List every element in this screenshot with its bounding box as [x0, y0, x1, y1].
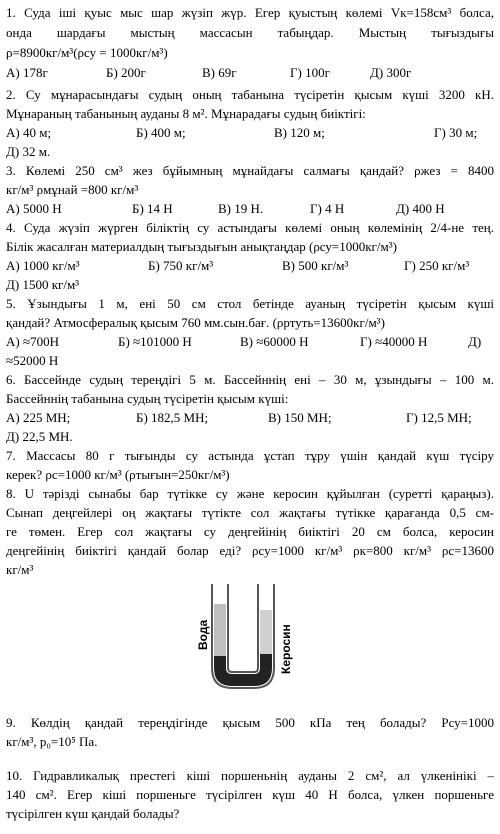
q6-extra: Д) 22,5 МН.: [6, 429, 73, 444]
q6-line2: Бассейннің табанына судың түсіретін қысым күші:: [6, 391, 289, 406]
option: А) 1000 кг/м³: [6, 258, 80, 273]
option: Г) 30 м;: [434, 125, 478, 140]
q5-line2: қандай? Атмосфералық қысым 760 мм.сын.бағ. (ρртуть=13600кг/м³): [6, 315, 385, 330]
q7-line2: керек? ρс=1000 кг/м³ (ρтығын=250кг/м³): [6, 467, 230, 482]
option: В) ≈60000 Н: [240, 334, 309, 349]
option: Г) 100г: [290, 65, 330, 80]
u-tube-diagram: [0, 580, 500, 690]
q10-line1: 10. Гидравликалық престегі кіші поршеньнің ауданы 2 см², ал үлкенінікі –: [6, 768, 494, 783]
option: Б) 182,5 МН;: [136, 410, 209, 425]
q4-line1: 4. Суда жүзіп жүрген біліктің су астындағы көлемі оның көлемінің 2/4-не тең.: [6, 220, 494, 235]
option: Б) 400 м;: [136, 125, 186, 140]
kerosene-column: [260, 610, 272, 654]
q3-line1: 3. Көлемі 250 см³ жез бұйымның мұнайдағы салмағы қандай? ρжез = 8400: [6, 163, 494, 178]
option: Г) 12,5 МН;: [406, 410, 472, 425]
q8-line1: 8. U тәрізді сынабы бар түтікке су және керосин құйылған (суретті қараңыз).: [6, 486, 494, 501]
q10-line2: 140 см². Егер кіші поршеньге түсірілген күш 40 Н болса, үлкен поршеньге: [6, 787, 494, 802]
option: Г) 250 кг/м³: [404, 258, 470, 273]
q4-line2: Білік жасалған материалдың тығыздығын анықтаңдар (ρсу=1000кг/м³): [6, 239, 397, 254]
option: Б) 200г: [106, 65, 146, 80]
option: А) 178г: [6, 65, 48, 80]
option: В) 500 кг/м³: [282, 258, 349, 273]
q3-line2: кг/м³ ρмұнай =800 кг/м³: [6, 182, 139, 197]
water-column: [214, 604, 226, 656]
q5-extra: ≈52000 Н: [6, 353, 59, 368]
q1-options: [6, 64, 494, 82]
q3-options: [6, 200, 494, 218]
tube-inner-wall: [228, 584, 258, 672]
option: В) 19 Н.: [218, 201, 264, 216]
q9-line2: кг/м³, p₀=10⁵ Па.: [6, 734, 98, 749]
q2-extra: Д) 32 м.: [6, 144, 51, 159]
option: Б) 14 Н: [132, 201, 173, 216]
mercury: [214, 654, 272, 686]
q2-line1: 2. Су мұнарасындағы судың оның табанына түсіретін қысым күші 3200 кН.: [6, 87, 494, 102]
option: Б) ≈101000 Н: [118, 334, 192, 349]
option: А) 40 м;: [6, 125, 52, 140]
option: В) 120 м;: [274, 125, 325, 140]
option: Б) 750 кг/м³: [148, 258, 214, 273]
label-water: Вода: [196, 619, 210, 650]
q1-line3: ρ=8900кг/м³(ρсу = 1000кг/м³): [6, 45, 168, 60]
option: Г) ≈40000 Н: [360, 334, 428, 349]
label-kerosene: Керосин: [279, 624, 293, 674]
q8-line2: Сынап деңгейлері оң жақтағы түтікте сол жақтағы түтікке қарағанда 0,5 см-: [6, 505, 494, 520]
option: А) 225 МН;: [6, 410, 71, 425]
q2-options: [6, 124, 494, 142]
option: Д) 300г: [370, 65, 412, 80]
q7-line1: 7. Массасы 80 г тығынды су астында ұстап тұру үшін қандай күш түсіру: [6, 448, 494, 463]
option: В) 69г: [202, 65, 237, 80]
q8-line3: ге төмен. Егер сол жақтағы су деңгейінің биіктігі 20 см болса, керосин: [6, 524, 494, 539]
q5-options: [6, 333, 494, 351]
option: Г) 4 Н: [310, 201, 345, 216]
option: Д): [468, 334, 482, 349]
q4-options: [6, 257, 494, 275]
q4-extra: Д) 1500 кг/м³: [6, 277, 80, 292]
q8-line4: деңгейінің биіктігі қандай болар еді? ρсу=1000 кг/м³ ρк=800 кг/м³ ρс=13600: [6, 543, 494, 558]
option: А) ≈700Н: [6, 334, 59, 349]
q1-line2: онда шардағы мыстың массасын табыңдар. Мыстың тығыздығы: [6, 25, 494, 40]
option: Д) 400 Н: [396, 201, 445, 216]
q2-line2: Мұнараның табанының ауданы 8 м². Мұнарадағы судың биіктігі:: [6, 106, 366, 121]
q8-line5: кг/м³: [6, 562, 34, 577]
u-tube-figure: [0, 580, 500, 690]
q10-line3: түсірілген күш қандай болады?: [6, 806, 180, 821]
q6-line1: 6. Бассейнде судың тереңдігі 5 м. Бассейннің ені – 30 м, ұзындығы – 100 м.: [6, 372, 494, 387]
q1-line1: 1. Суда іші қуыс мыс шар жүзіп жүр. Егер қуыстың көлемі Vк=158см³ болса,: [6, 5, 494, 20]
option: В) 150 МН;: [268, 410, 332, 425]
q9-line1: 9. Көлдің қандай тереңдігінде қысым 500 кПа тең болады? Pсу=1000: [6, 715, 494, 730]
q6-options: [6, 409, 494, 427]
option: А) 5000 Н: [6, 201, 62, 216]
q5-line1: 5. Ұзындығы 1 м, ені 50 см стол бетінде ауаның түсіретін қысым күші: [6, 296, 494, 311]
